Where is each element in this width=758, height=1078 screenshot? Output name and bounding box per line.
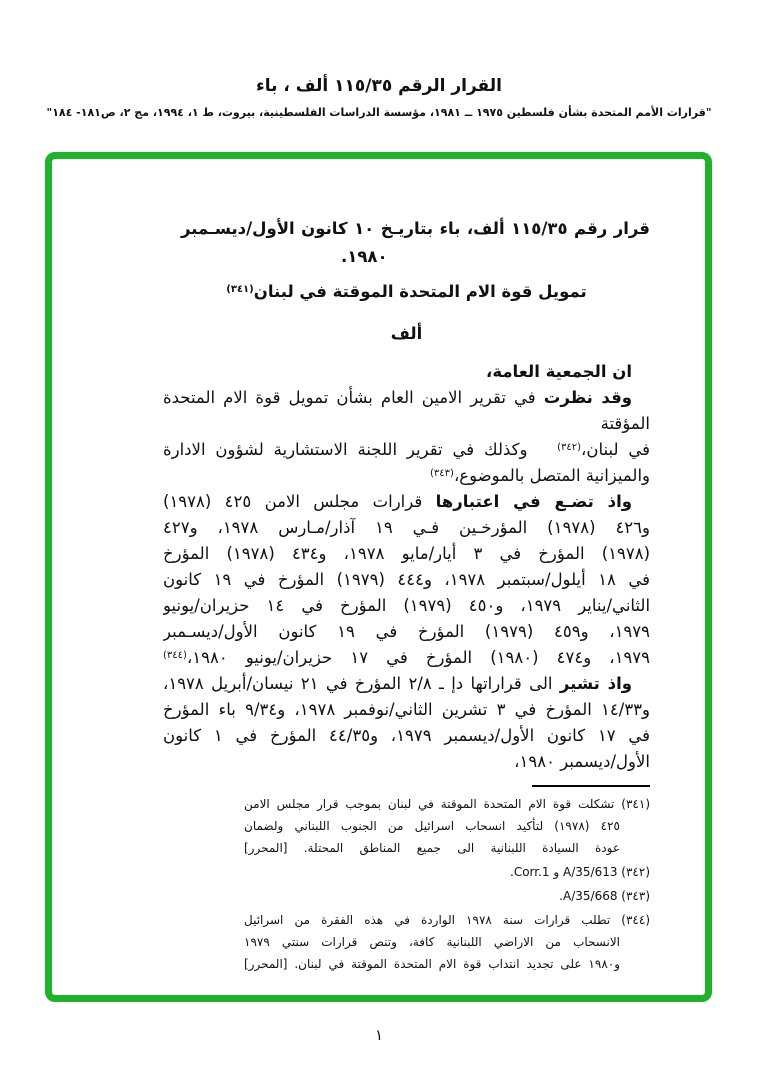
- body-line: (١٩٧٨) المؤرخ في ٣ أيار/مايو ١٩٧٨، و٤٣٤ (١٩٧٨) المؤرخ: [163, 544, 650, 563]
- body-line: [163, 463, 650, 489]
- footnote-line: ٤٢٥ (١٩٧٨) لتأكيد انسحاب اسرائيل من الجنوب اللبناني ولضمان: [244, 819, 620, 833]
- body-text: قرارات مجلس الامن ٤٢٥ (١٩٧٨): [163, 492, 436, 511]
- body-text: الى قراراتها دإ ـ ٢/٨ المؤرخ في ٢١ نيسان/أبريل ١٩٧٨،: [163, 674, 560, 693]
- body-line: ١٩٧٩، و٤٥٩ (١٩٧٩) المؤرخ في ١٩ كانون الأول/ديسـمبر: [163, 622, 650, 641]
- footnote-line: (٣٤٣) A/35/668.: [559, 889, 650, 903]
- body-text: في لبنان،: [581, 440, 650, 459]
- footnote-line: (٣٤٤) تطلب قرارات سنة ١٩٧٨ الواردة في هذه الفقرة من اسرائيل: [244, 913, 650, 927]
- footnote-line: الانسحاب من الاراضي اللبنانية كافة، وتنص قرارات سنتي ١٩٧٩: [244, 935, 620, 949]
- footnote-ref-341: (٣٤١): [226, 284, 254, 295]
- decision-border-box: [45, 152, 712, 1002]
- resolution-heading: [181, 215, 650, 271]
- resolution-subtitle: [163, 279, 650, 305]
- body-line: الأول/ديسمبر ١٩٨٠،: [514, 752, 650, 771]
- resolution-heading-line2: ١٩٨٠.: [341, 247, 388, 266]
- body-line: [163, 671, 650, 697]
- lead-phrase: واذ تشير: [559, 674, 633, 693]
- footnote-line: (٣٤٢) A/35/613 و Corr.1.: [510, 865, 650, 879]
- source-citation: "قرارات الأمم المتحدة بشأن فلسطين ١٩٧٥ ــ ١٩٨١، مؤسسة الدراسات الفلسطينية، بيروت، ط ١، ١٩٩٤، مج ٢، ص١٨١- ١٨٤": [46, 106, 712, 119]
- body-line: الثاني/يناير ١٩٧٩، و٤٥٠ (١٩٧٩) المؤرخ في ١٤ حزيران/يونيو: [163, 596, 650, 615]
- document-header: [0, 76, 758, 119]
- paragraph-bearing-in-mind: [163, 489, 650, 671]
- page-title: القرار الرقم ١١٥/٣٥ ألف ، باء: [256, 76, 502, 96]
- footnote-line: (٣٤١) تشكلت قوة الام المتحدة الموقتة في لبنان بموجب قرار مجلس الامن: [244, 797, 650, 811]
- resolution-heading-line1: قرار رقم ١١٥/٣٥ ألف، باء بتاريـخ ١٠ كانون الأول/ديسـمبر: [181, 219, 650, 238]
- resolution-subtitle-text: تمويل قوة الام المتحدة الموقتة في لبنان: [253, 282, 587, 301]
- body-line: و٤٢٦ (١٩٧٨) المؤرخـين فـي ١٩ آذار/مـارس ١٩٧٨، و٤٢٧: [163, 518, 650, 537]
- paragraph-opening: ان الجمعية العامة،: [486, 362, 632, 381]
- resolution-body: [163, 215, 650, 977]
- body-line: في ١٧ كانون الأول/ديسمبر ١٩٧٩، و٤٤/٣٥ المؤرخ في ١ كانون: [163, 726, 650, 745]
- footnote-343: [244, 885, 650, 907]
- body-line: [163, 437, 650, 463]
- body-line: و١٤/٣٣ المؤرخ في ٣ تشرين الثاني/نوفمبر ١٩٧٨، و٩/٣٤ باء المؤرخ: [163, 700, 650, 719]
- footnote-line: و١٩٨٠ على تجديد انتداب قوة الام المتحدة الموقتة في لبنان. [المحرر]: [244, 957, 620, 971]
- lead-phrase: وقد نظرت: [543, 388, 633, 407]
- body-text: وكذلك في تقرير اللجنة الاستشارية لشؤون الادارة: [163, 440, 558, 459]
- footnote-separator: [532, 785, 650, 787]
- body-line: في ١٨ أيلول/سبتمبر ١٩٧٨، و٤٤٤ (١٩٧٩) المؤرخ في ١٩ كانون: [163, 570, 650, 589]
- lead-phrase: واذ تضـع في اعتبارها: [435, 492, 633, 511]
- footnote-ref-342: (٣٤٢): [557, 442, 582, 453]
- body-line: [163, 489, 650, 515]
- body-line: [163, 645, 650, 671]
- body-text: والميزانية المتصل بالموضوع،: [453, 466, 650, 485]
- footnotes-section: [244, 793, 650, 975]
- footnote-ref-343: (٣٤٣): [430, 468, 454, 479]
- footnote-line: عودة السيادة اللبنانية الى جميع المناطق المحتلة. [المحرر]: [244, 841, 620, 855]
- footnote-344: [244, 909, 650, 975]
- body-line: [163, 385, 650, 437]
- footnote-ref-344: (٣٤٤): [163, 650, 187, 661]
- footnote-342: [244, 861, 650, 883]
- body-text: في تقرير الامين العام بشأن تمويل قوة الام المتحدة المؤقتة: [163, 388, 650, 433]
- body-text: ١٩٧٩، و٤٧٤ (١٩٨٠) المؤرخ في ١٧ حزيران/يونيو ١٩٨٠،: [186, 648, 650, 667]
- section-label-alif: ألف: [390, 324, 423, 343]
- paragraph-considered: [163, 385, 650, 489]
- footnote-341: [244, 793, 650, 859]
- paragraph-recalling: [163, 671, 650, 775]
- page-number: ١: [374, 1026, 384, 1044]
